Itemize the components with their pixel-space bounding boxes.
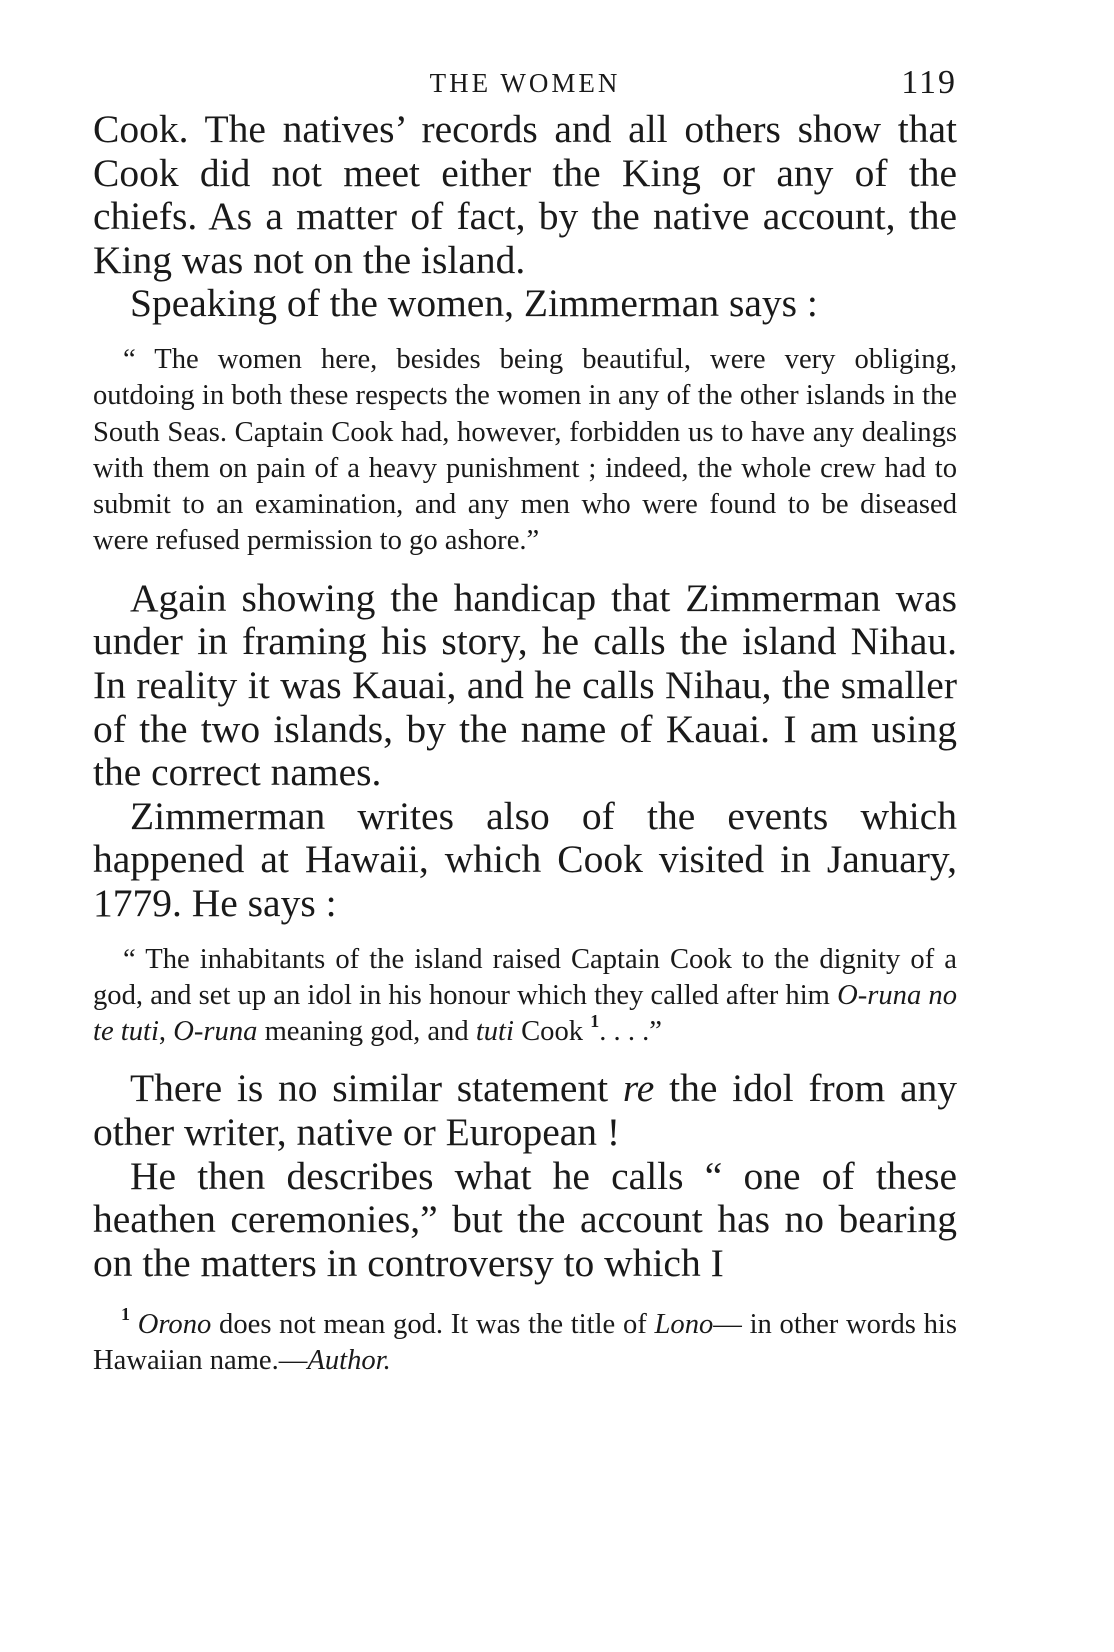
- running-title: THE WOMEN: [429, 68, 621, 98]
- quote-2-text-b: ,: [158, 1016, 174, 1048]
- paragraph-5: [93, 1067, 957, 1154]
- paragraph-4: Zimmerman writes also of the events which happened at Hawaii, which Cook visited in January, 1779. He says :: [93, 793, 957, 925]
- footnote-text-a: does not mean god. It was the title of: [211, 1309, 655, 1341]
- block-quote-2: [93, 942, 957, 1051]
- footnote-italic-a: Orono: [137, 1309, 212, 1341]
- paragraph-1: Cook. The natives’ records and all others show that Cook did not meet either the King or any of the chiefs. As a matter of fact, by the native account, the King was not on the island.: [93, 107, 957, 282]
- footnote-reference[interactable]: 1: [590, 1010, 600, 1031]
- footnote-italic-c: Author.: [307, 1345, 391, 1377]
- p5-text-a: There is no similar statement: [130, 1066, 623, 1111]
- quote-2-italic-c: tuti: [475, 1016, 514, 1048]
- footnote-text-b: — in other words his Hawaiian name.—: [93, 1309, 957, 1377]
- paragraph-6: He then describes what he calls “ one of these heathen ceremonies,” but the account has no bearing on the matters in controversy to which I: [93, 1153, 957, 1285]
- book-page: [93, 62, 957, 1379]
- p5-text-b: the idol from any other writer, native or European !: [93, 1066, 957, 1154]
- p5-italic-a: re: [622, 1066, 655, 1111]
- paragraph-3: Again showing the handicap that Zimmerman was under in framing his story, he calls the island Nihau. In reality it was Kauai, and he calls Nihau, the smaller of the two islands, by the name of Kauai. I am using the correct names.: [93, 575, 957, 795]
- footnote-italic-b: Lono: [654, 1309, 714, 1341]
- footnote-separator: [93, 1285, 957, 1295]
- quote-2-text-c: meaning god, and: [257, 1016, 476, 1048]
- block-quote-1: [93, 342, 957, 560]
- quote-2-italic-b: O-runa: [173, 1016, 258, 1048]
- quote-2-text-e: . . . .”: [599, 1016, 662, 1048]
- quote-2-italic-a: O-runa no te tuti: [93, 979, 958, 1048]
- paragraph-2: Speaking of the women, Zimmerman says :: [130, 281, 818, 326]
- footnote-mark: 1: [121, 1303, 130, 1324]
- running-head: [93, 62, 957, 108]
- page-number: 119: [901, 64, 957, 101]
- quote-1-text: “ The women here, besides being beautiful, were very obliging, outdoing in both these respects the women in any of the other islands in the South Seas. Captain Cook had, however, forbidden us to have any dealings with them on pain of a heavy punishment ; indeed, the whole crew had to submit to an examination, and any men who were found to be diseased were refused permission to go ashore.”: [93, 343, 957, 557]
- footnote: [93, 1303, 957, 1379]
- quote-2-text-d: Cook: [513, 1016, 591, 1048]
- quote-2-text-a: “ The inhabitants of the island raised Captain Cook to the dignity of a god, and set up an idol in his honour which they called after him: [93, 943, 957, 1011]
